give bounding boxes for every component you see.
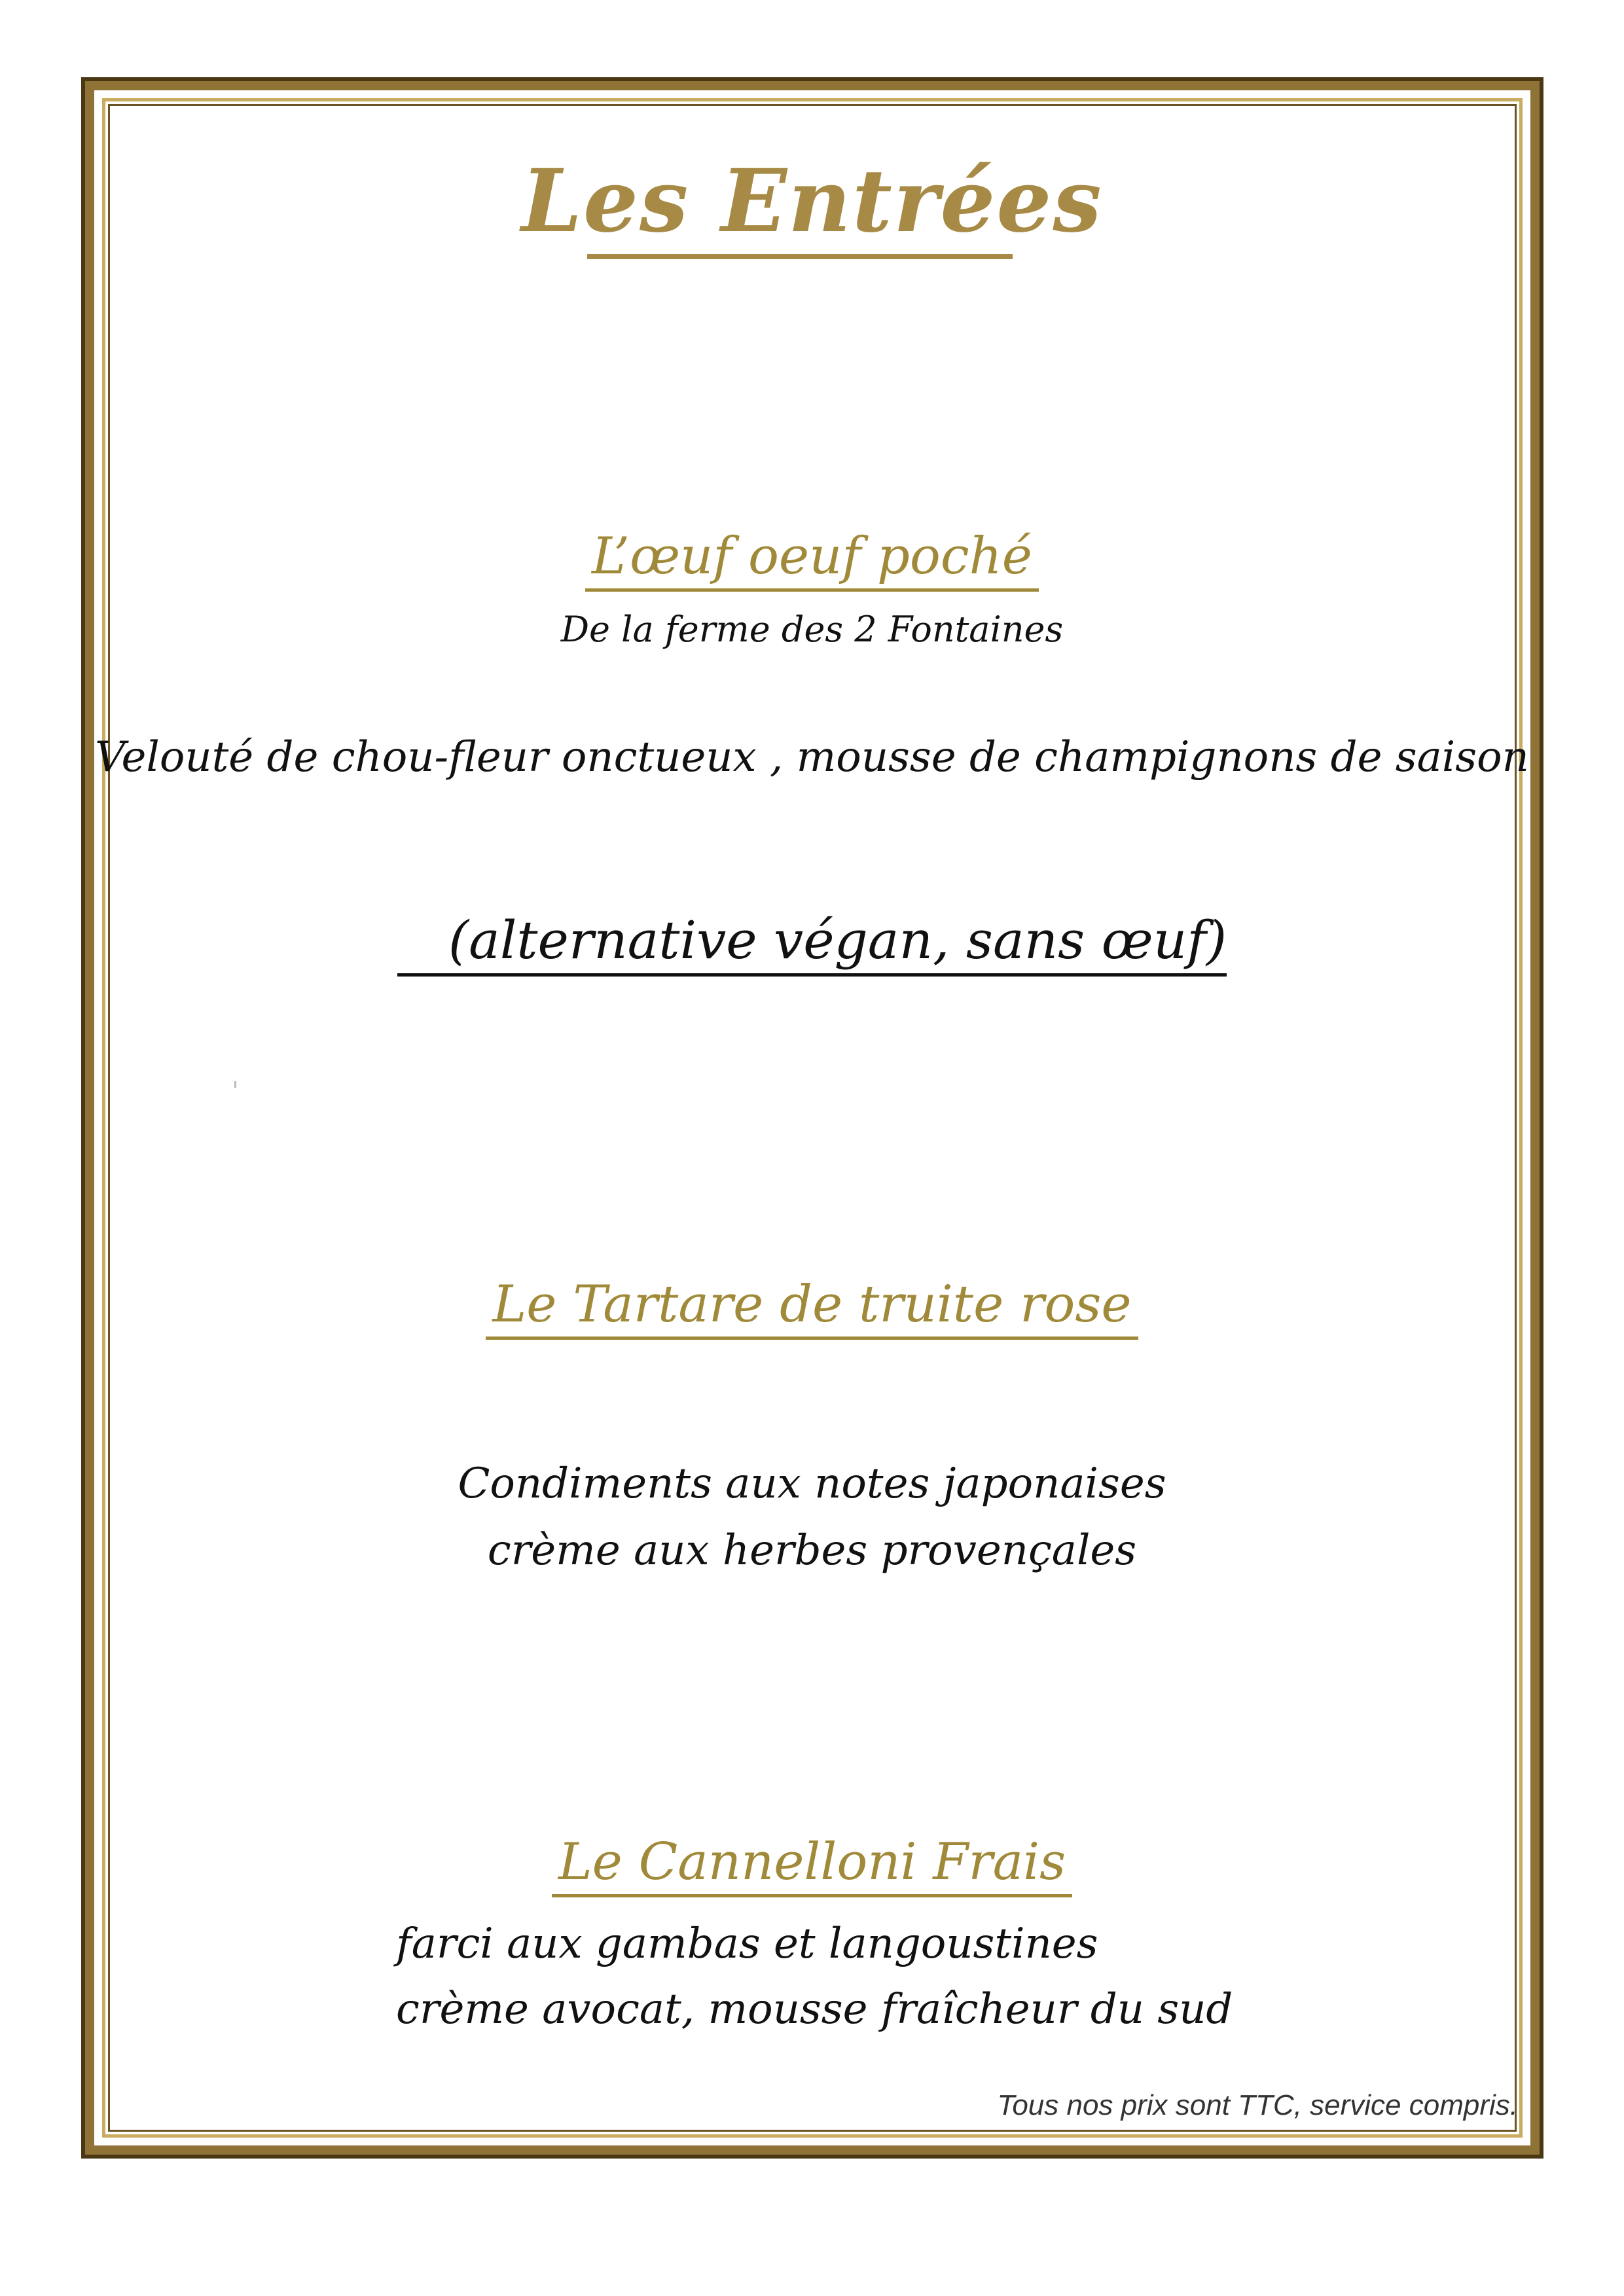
dish-name-tartare (0, 1275, 1624, 1334)
dish-line-cannelloni-2: crème avocat, mousse fraîcheur du sud (396, 1985, 1233, 2034)
print-speck (234, 1081, 236, 1088)
footer-note: Tous nos prix sont TTC, service compris. (997, 2089, 1518, 2121)
section-title: Les Entrées (521, 151, 1103, 252)
dish-line-tartare-1: Condiments aux notes japonaises (458, 1460, 1166, 1508)
gold-frame-inner-border (102, 98, 1523, 2138)
dish-line-cannelloni-1: farci aux gambas et langoustines (396, 1920, 1098, 1968)
dish-line-tartare-2: crème aux herbes provençales (487, 1526, 1137, 1575)
dish-name-cannelloni-label: Le Cannelloni Frais (552, 1833, 1072, 1897)
dish-name-oeuf (0, 527, 1624, 586)
dish-subtitle-oeuf: De la ferme des 2 Fontaines (560, 609, 1064, 650)
dish-lines-cannelloni (396, 1911, 1233, 2042)
dish-alternative-label: (alternative végan, sans œuf) (397, 910, 1227, 977)
dish-name-tartare-label: Le Tartare de truite rose (486, 1275, 1138, 1340)
title-underline (587, 254, 1013, 259)
dish-description-oeuf: Velouté de chou-fleur onctueux , mousse de champignons de saison (95, 733, 1529, 781)
dish-name-oeuf-label: L’œuf oeuf poché (585, 527, 1039, 592)
dish-name-cannelloni (0, 1833, 1624, 1892)
dish-alternative-oeuf (0, 910, 1624, 971)
